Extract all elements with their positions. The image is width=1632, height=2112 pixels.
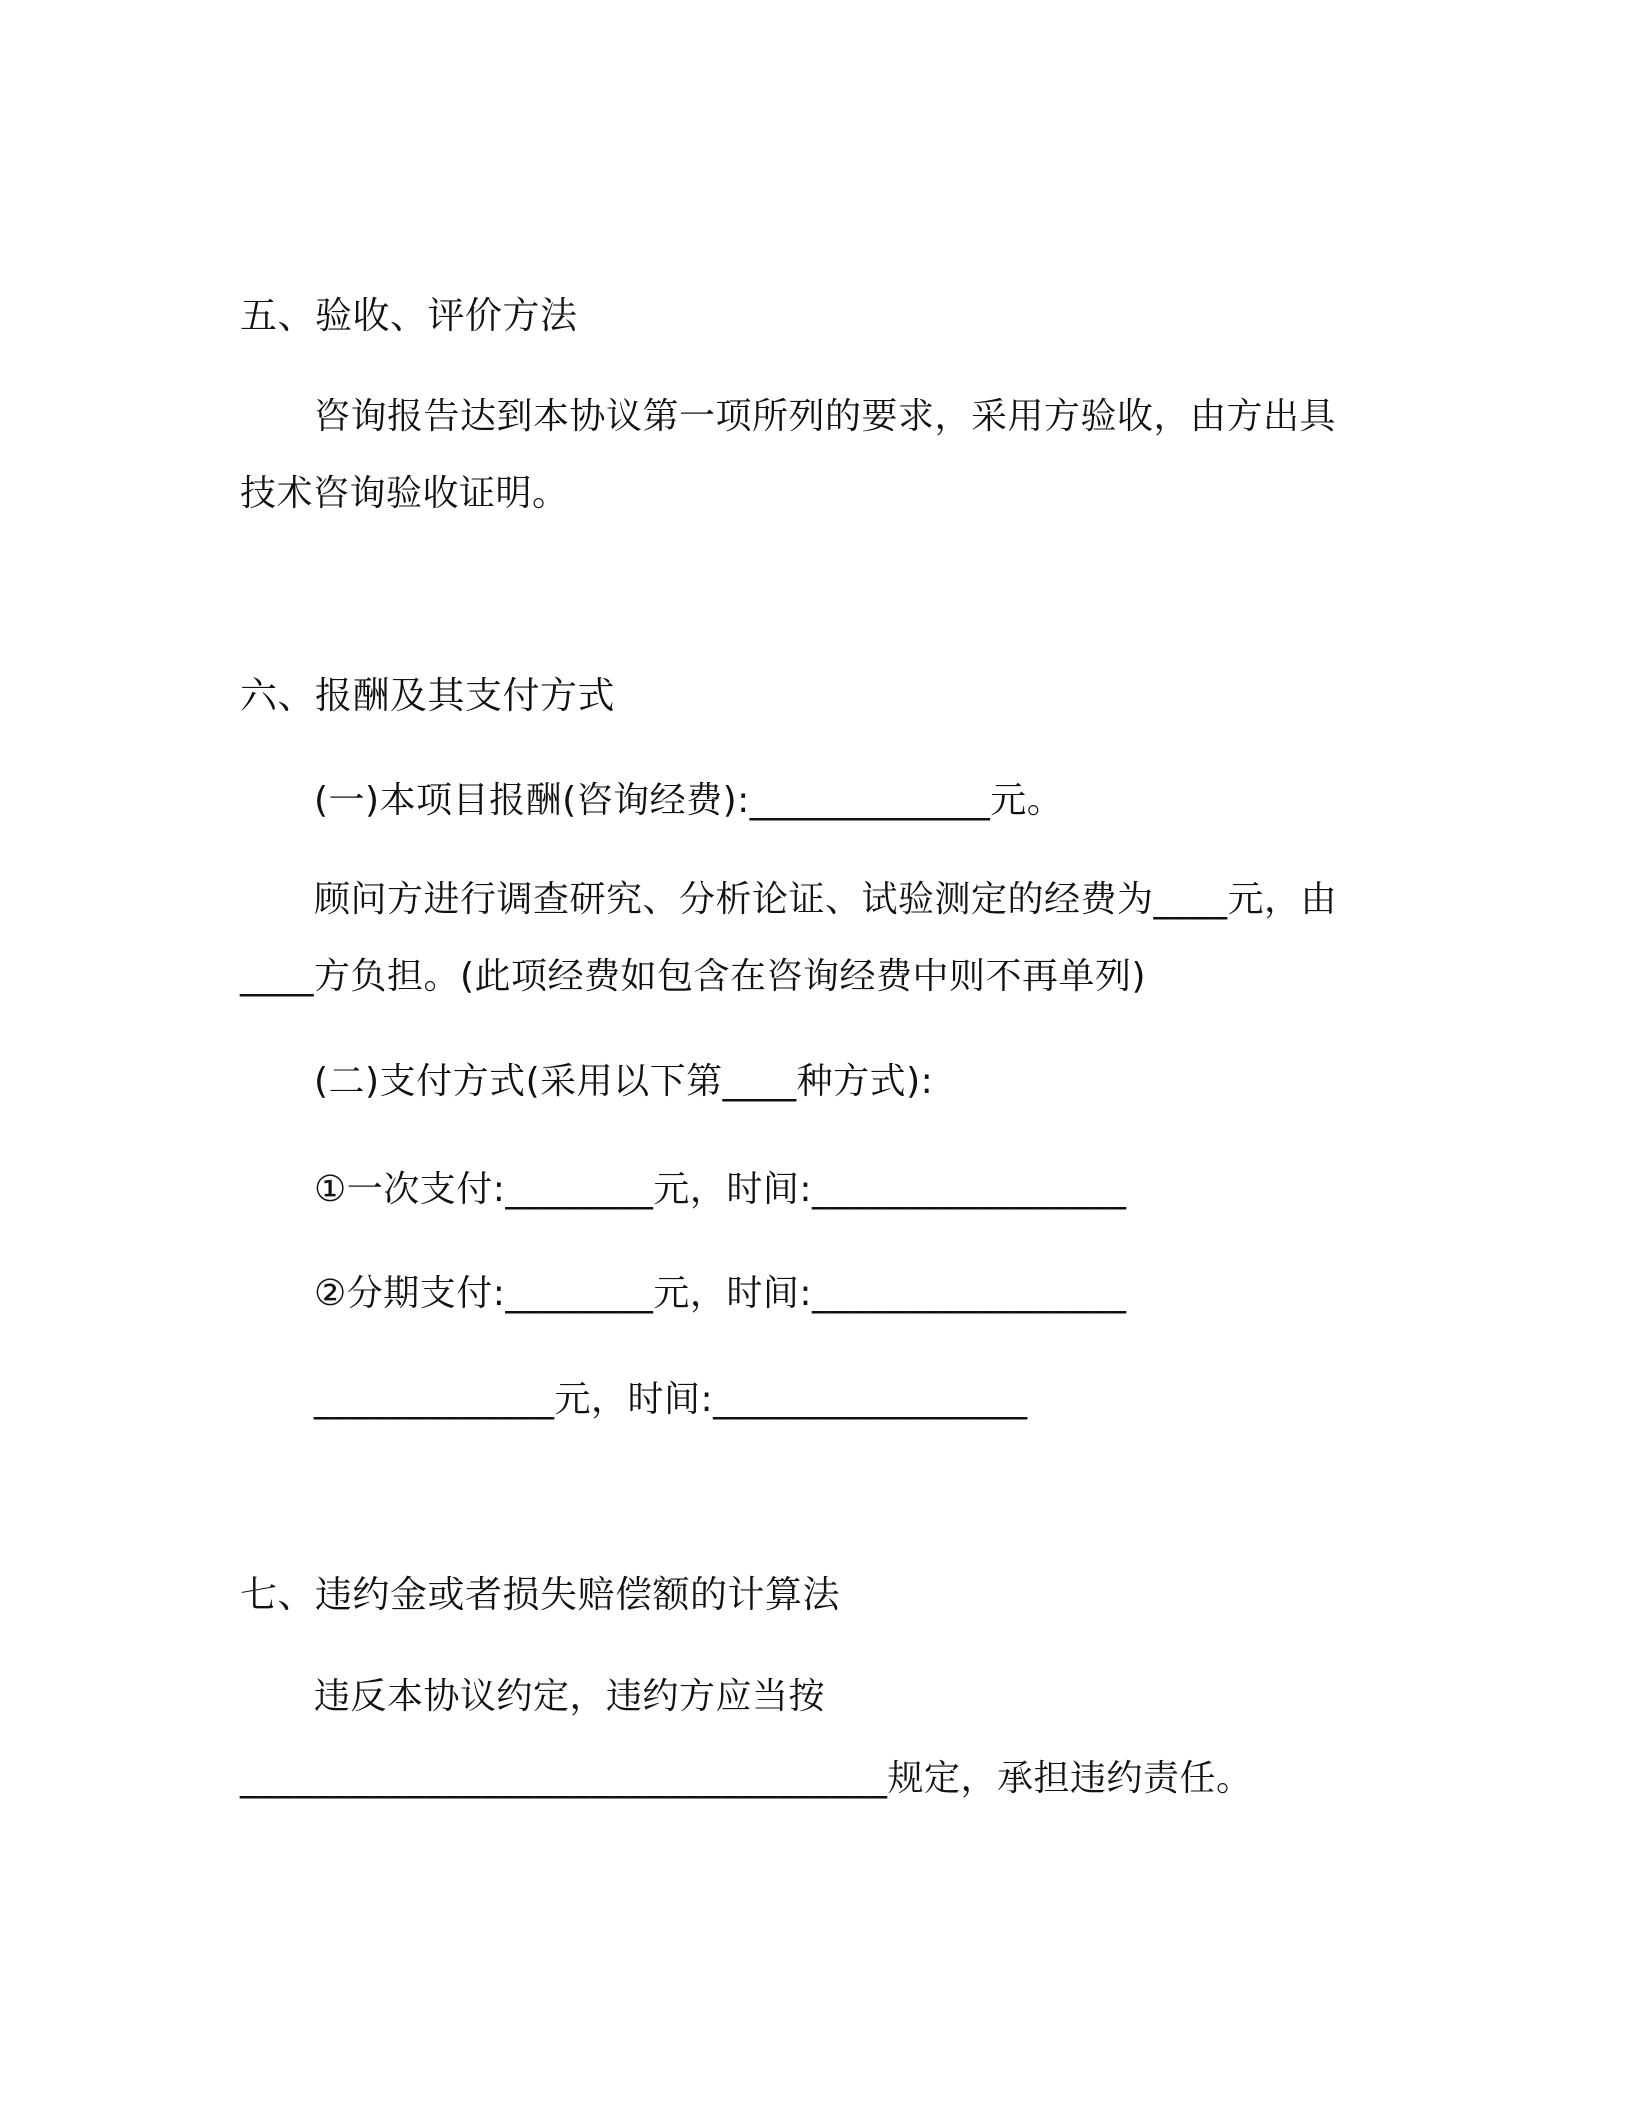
section-7-paragraph-line-2: ___________________________________规定，承担违约责任。 — [240, 1758, 1253, 1799]
payment-option-2: ②分期支付:________元，时间:_________________ — [314, 1273, 1127, 1314]
section-5-paragraph-line-1: 咨询报告达到本协议第一项所列的要求，采用方验收，由方出具 — [314, 396, 1337, 437]
section-6-heading: 六、报酬及其支付方式 — [240, 674, 615, 717]
payment-option-2-continued: _____________元，时间:_________________ — [314, 1379, 1028, 1420]
section-6-paragraph-line-2: ____方负担。(此项经费如包含在咨询经费中则不再单列) — [240, 956, 1147, 997]
section-7-paragraph-line-1: 违反本协议约定，违约方应当按 — [314, 1676, 826, 1717]
section-6-item-2: (二)支付方式(采用以下第____种方式): — [314, 1061, 934, 1102]
payment-option-1: ①一次支付:________元，时间:_________________ — [314, 1169, 1127, 1210]
section-6-paragraph-line-1: 顾问方进行调查研究、分析论证、试验测定的经费为____元，由 — [314, 879, 1338, 920]
section-5-heading: 五、验收、评价方法 — [240, 294, 578, 337]
section-6-item-1: (一)本项目报酬(咨询经费):_____________元。 — [314, 780, 1064, 821]
section-5-paragraph-line-2: 技术咨询验收证明。 — [240, 473, 569, 514]
section-7-heading: 七、违约金或者损失赔偿额的计算法 — [240, 1573, 840, 1616]
